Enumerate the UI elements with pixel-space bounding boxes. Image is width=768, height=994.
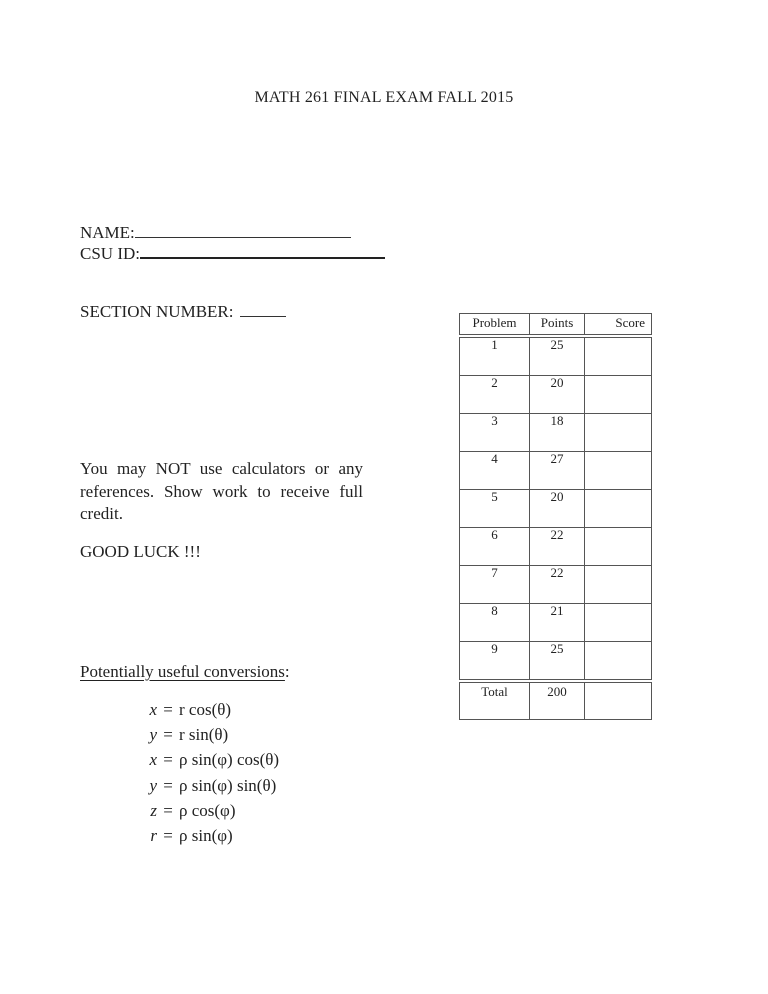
- score-cell[interactable]: [585, 338, 651, 375]
- equation-lhs: z: [150, 800, 157, 820]
- equation: [143, 823, 279, 848]
- equation-rhs: ρ sin(φ) sin(θ): [179, 775, 277, 795]
- equation-rhs: r sin(θ): [179, 725, 229, 745]
- score-cell[interactable]: [585, 376, 651, 413]
- csu-id-field: [80, 244, 385, 264]
- equation-lhs: r: [150, 825, 157, 845]
- problem-points: 25: [530, 338, 585, 375]
- problem-points: 22: [530, 528, 585, 565]
- equals-sign: =: [163, 700, 173, 719]
- conversions-heading-text: Potentially useful conversions: [80, 662, 285, 681]
- equation-lhs: y: [149, 725, 157, 745]
- total-score-cell[interactable]: [585, 683, 651, 719]
- problem-number: 2: [460, 376, 530, 413]
- problem-points: 25: [530, 642, 585, 679]
- table-row: [459, 642, 652, 680]
- total-label: Total: [460, 683, 530, 719]
- problem-points: 21: [530, 604, 585, 641]
- equation-rhs: ρ sin(φ): [179, 825, 233, 845]
- table-row: [459, 376, 652, 414]
- equation: [143, 773, 279, 798]
- good-luck-text: GOOD LUCK !!!: [80, 542, 201, 561]
- problem-points: 20: [530, 376, 585, 413]
- score-cell[interactable]: [585, 566, 651, 603]
- equation-rhs: r cos(θ): [179, 700, 232, 719]
- header-score: Score: [615, 315, 645, 330]
- csu-id-blank[interactable]: [140, 257, 385, 259]
- table-header: [459, 313, 652, 335]
- score-cell[interactable]: [585, 490, 651, 527]
- equals-sign: =: [163, 775, 173, 795]
- problem-number: 9: [460, 642, 530, 679]
- score-cell[interactable]: [585, 452, 651, 489]
- name-field: [80, 223, 351, 243]
- equation-lhs: x: [149, 700, 157, 719]
- problem-points: 27: [530, 452, 585, 489]
- equation: [143, 722, 279, 747]
- score-cell[interactable]: [585, 528, 651, 565]
- total-points: 200: [530, 683, 585, 719]
- table-row: [459, 528, 652, 566]
- equals-sign: =: [163, 750, 173, 770]
- csu-id-label: CSU ID:: [80, 244, 140, 263]
- table-row: [459, 414, 652, 452]
- section-label: SECTION NUMBER:: [80, 302, 234, 321]
- problem-points: 18: [530, 414, 585, 451]
- conversion-equations: [143, 697, 279, 848]
- problem-points: 20: [530, 490, 585, 527]
- table-row: [459, 604, 652, 642]
- conversions-colon: :: [284, 662, 290, 681]
- problem-number: 8: [460, 604, 530, 641]
- equation-lhs: x: [149, 750, 157, 770]
- score-cell[interactable]: [585, 642, 651, 679]
- problem-number: 5: [460, 490, 530, 527]
- problem-number: 4: [460, 452, 530, 489]
- equation-lhs: y: [149, 775, 157, 795]
- table-total-row: [459, 682, 652, 720]
- table-row: [459, 490, 652, 528]
- equation-rhs: ρ sin(φ) cos(θ): [179, 750, 280, 770]
- problem-number: 1: [460, 338, 530, 375]
- problem-points: 22: [530, 566, 585, 603]
- name-blank[interactable]: [135, 237, 351, 238]
- score-cell[interactable]: [585, 604, 651, 641]
- section-blank[interactable]: [240, 316, 286, 317]
- name-label: NAME:: [80, 223, 135, 242]
- exam-title: MATH 261 FINAL EXAM FALL 2015: [254, 89, 514, 106]
- score-table: [459, 313, 652, 720]
- equals-sign: =: [163, 725, 173, 745]
- instructions-text: You may NOT use calculators or any references. Show work to receive full credit.: [80, 459, 363, 523]
- table-row: [459, 566, 652, 604]
- score-cell[interactable]: [585, 414, 651, 451]
- header-problem: Problem: [460, 314, 530, 334]
- section-field: [80, 302, 286, 322]
- conversions-heading: [80, 662, 290, 682]
- table-row: [459, 452, 652, 490]
- equation: [143, 747, 279, 772]
- table-row: [459, 337, 652, 376]
- problem-number: 6: [460, 528, 530, 565]
- equals-sign: =: [163, 825, 173, 845]
- equation: [143, 798, 279, 823]
- problem-number: 3: [460, 414, 530, 451]
- problem-number: 7: [460, 566, 530, 603]
- equals-sign: =: [163, 800, 173, 820]
- equation: [143, 697, 279, 722]
- header-points: Points: [530, 314, 585, 334]
- equation-rhs: ρ cos(φ): [179, 800, 236, 820]
